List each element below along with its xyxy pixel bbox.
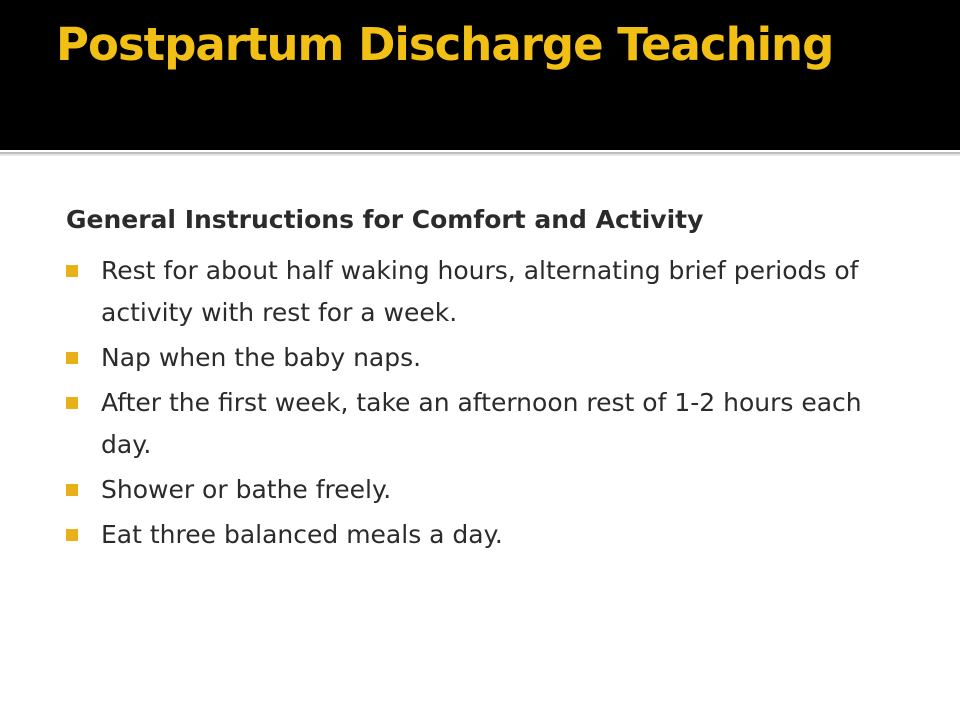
bullet-text: Eat three balanced meals a day. bbox=[101, 520, 503, 549]
bullet-text: Shower or bathe freely. bbox=[101, 475, 392, 504]
bullet-text: Rest for about half waking hours, alternating brief periods of activity with rest for a week. bbox=[101, 256, 859, 327]
bullet-text: Nap when the baby naps. bbox=[101, 343, 422, 372]
square-bullet-icon bbox=[66, 484, 78, 496]
title-divider bbox=[0, 150, 960, 156]
square-bullet-icon bbox=[66, 352, 78, 364]
bullet-list bbox=[66, 250, 896, 556]
bullet-item bbox=[66, 250, 896, 334]
square-bullet-icon bbox=[66, 265, 78, 277]
bullet-item bbox=[66, 469, 896, 511]
bullet-item bbox=[66, 514, 896, 556]
square-bullet-icon bbox=[66, 397, 78, 409]
section-heading: General Instructions for Comfort and Activity bbox=[66, 205, 704, 234]
bullet-item bbox=[66, 382, 896, 466]
title-bar bbox=[0, 0, 960, 150]
slide-content bbox=[66, 198, 896, 559]
bullet-text: After the first week, take an afternoon rest of 1-2 hours each day. bbox=[101, 388, 862, 459]
slide-title: Postpartum Discharge Teaching bbox=[56, 18, 834, 71]
square-bullet-icon bbox=[66, 529, 78, 541]
bullet-item bbox=[66, 337, 896, 379]
